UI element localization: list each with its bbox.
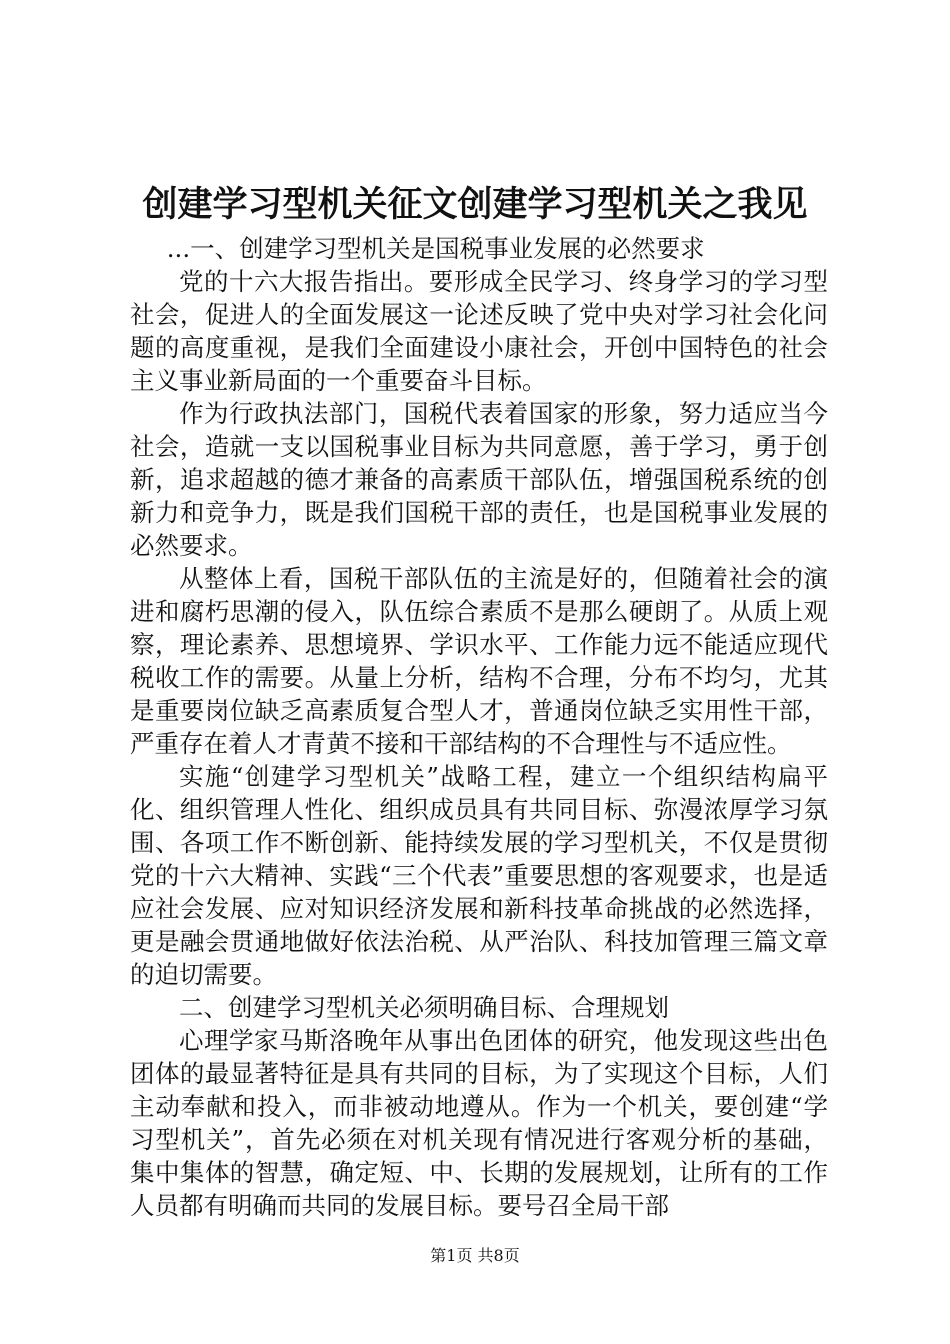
paragraph: 从整体上看，国税干部队伍的主流是好的，但随着社会的演进和腐朽思潮的侵入，队伍综合素质不是那么硬朗了。从质上观察，理论素养、思想境界、学识水平、工作能力远不能适应现代税收工作的需要。从量上分析，结构不合理，分布不均匀，尤其是重要岗位缺乏高素质复合型人才，普通岗位缺乏实用性干部，严重存在着人才青黄不接和干部结构的不合理性与不适应性。 (130, 564, 828, 758)
paragraph: 党的十六大报告指出。要形成全民学习、终身学习的学习型社会，促进人的全面发展这一论述反映了党中央对学习社会化问题的高度重视，是我们全面建设小康社会，开创中国特色的社会主义事业新局面的一个重要奋斗目标。 (130, 267, 828, 395)
paragraph: 心理学家马斯洛晚年从事出色团体的研究，他发现这些出色团体的最显著特征是具有共同的目标，为了实现这个目标，人们主动奉献和投入，而非被动地遵从。作为一个机关，要创建“学习型机关”，首先必须在对机关现有情况进行客观分析的基础，集中集体的智慧，确定短、中、长期的发展规划，让所有的工作人员都有明确而共同的发展目标。要号召全局干部 (130, 1026, 828, 1220)
paragraph: 实施“创建学习型机关”战略工程，建立一个组织结构扁平化、组织管理人性化、组织成员具有共同目标、弥漫浓厚学习氛围、各项工作不断创新、能持续发展的学习型机关，不仅是贯彻党的十六大精神、实践“三个代表”重要思想的客观要求，也是适应社会发展、应对知识经济发展和新科技革命挑战的必然选择，更是融会贯通地做好依法治税、从严治队、科技加管理三篇文章的迫切需要。 (130, 762, 828, 989)
document-body (130, 232, 828, 1222)
page-number-footer: 第1页 共8页 (430, 1246, 520, 1265)
paragraph: 作为行政执法部门，国税代表着国家的形象，努力适应当今社会，造就一支以国税事业目标为共同意愿，善于学习，勇于创新，追求超越的德才兼备的高素质干部队伍，增强国税系统的创新力和竞争力，既是我们国税干部的责任，也是国税事业发展的必然要求。 (130, 399, 828, 560)
paragraph-section-heading-2: 二、创建学习型机关必须明确目标、合理规划 (179, 993, 669, 1022)
paragraph-section-heading-1: ...一、创建学习型机关是国税事业发展的必然要求 (166, 234, 705, 263)
document-title: 创建学习型机关征文创建学习型机关之我见 (142, 184, 808, 225)
